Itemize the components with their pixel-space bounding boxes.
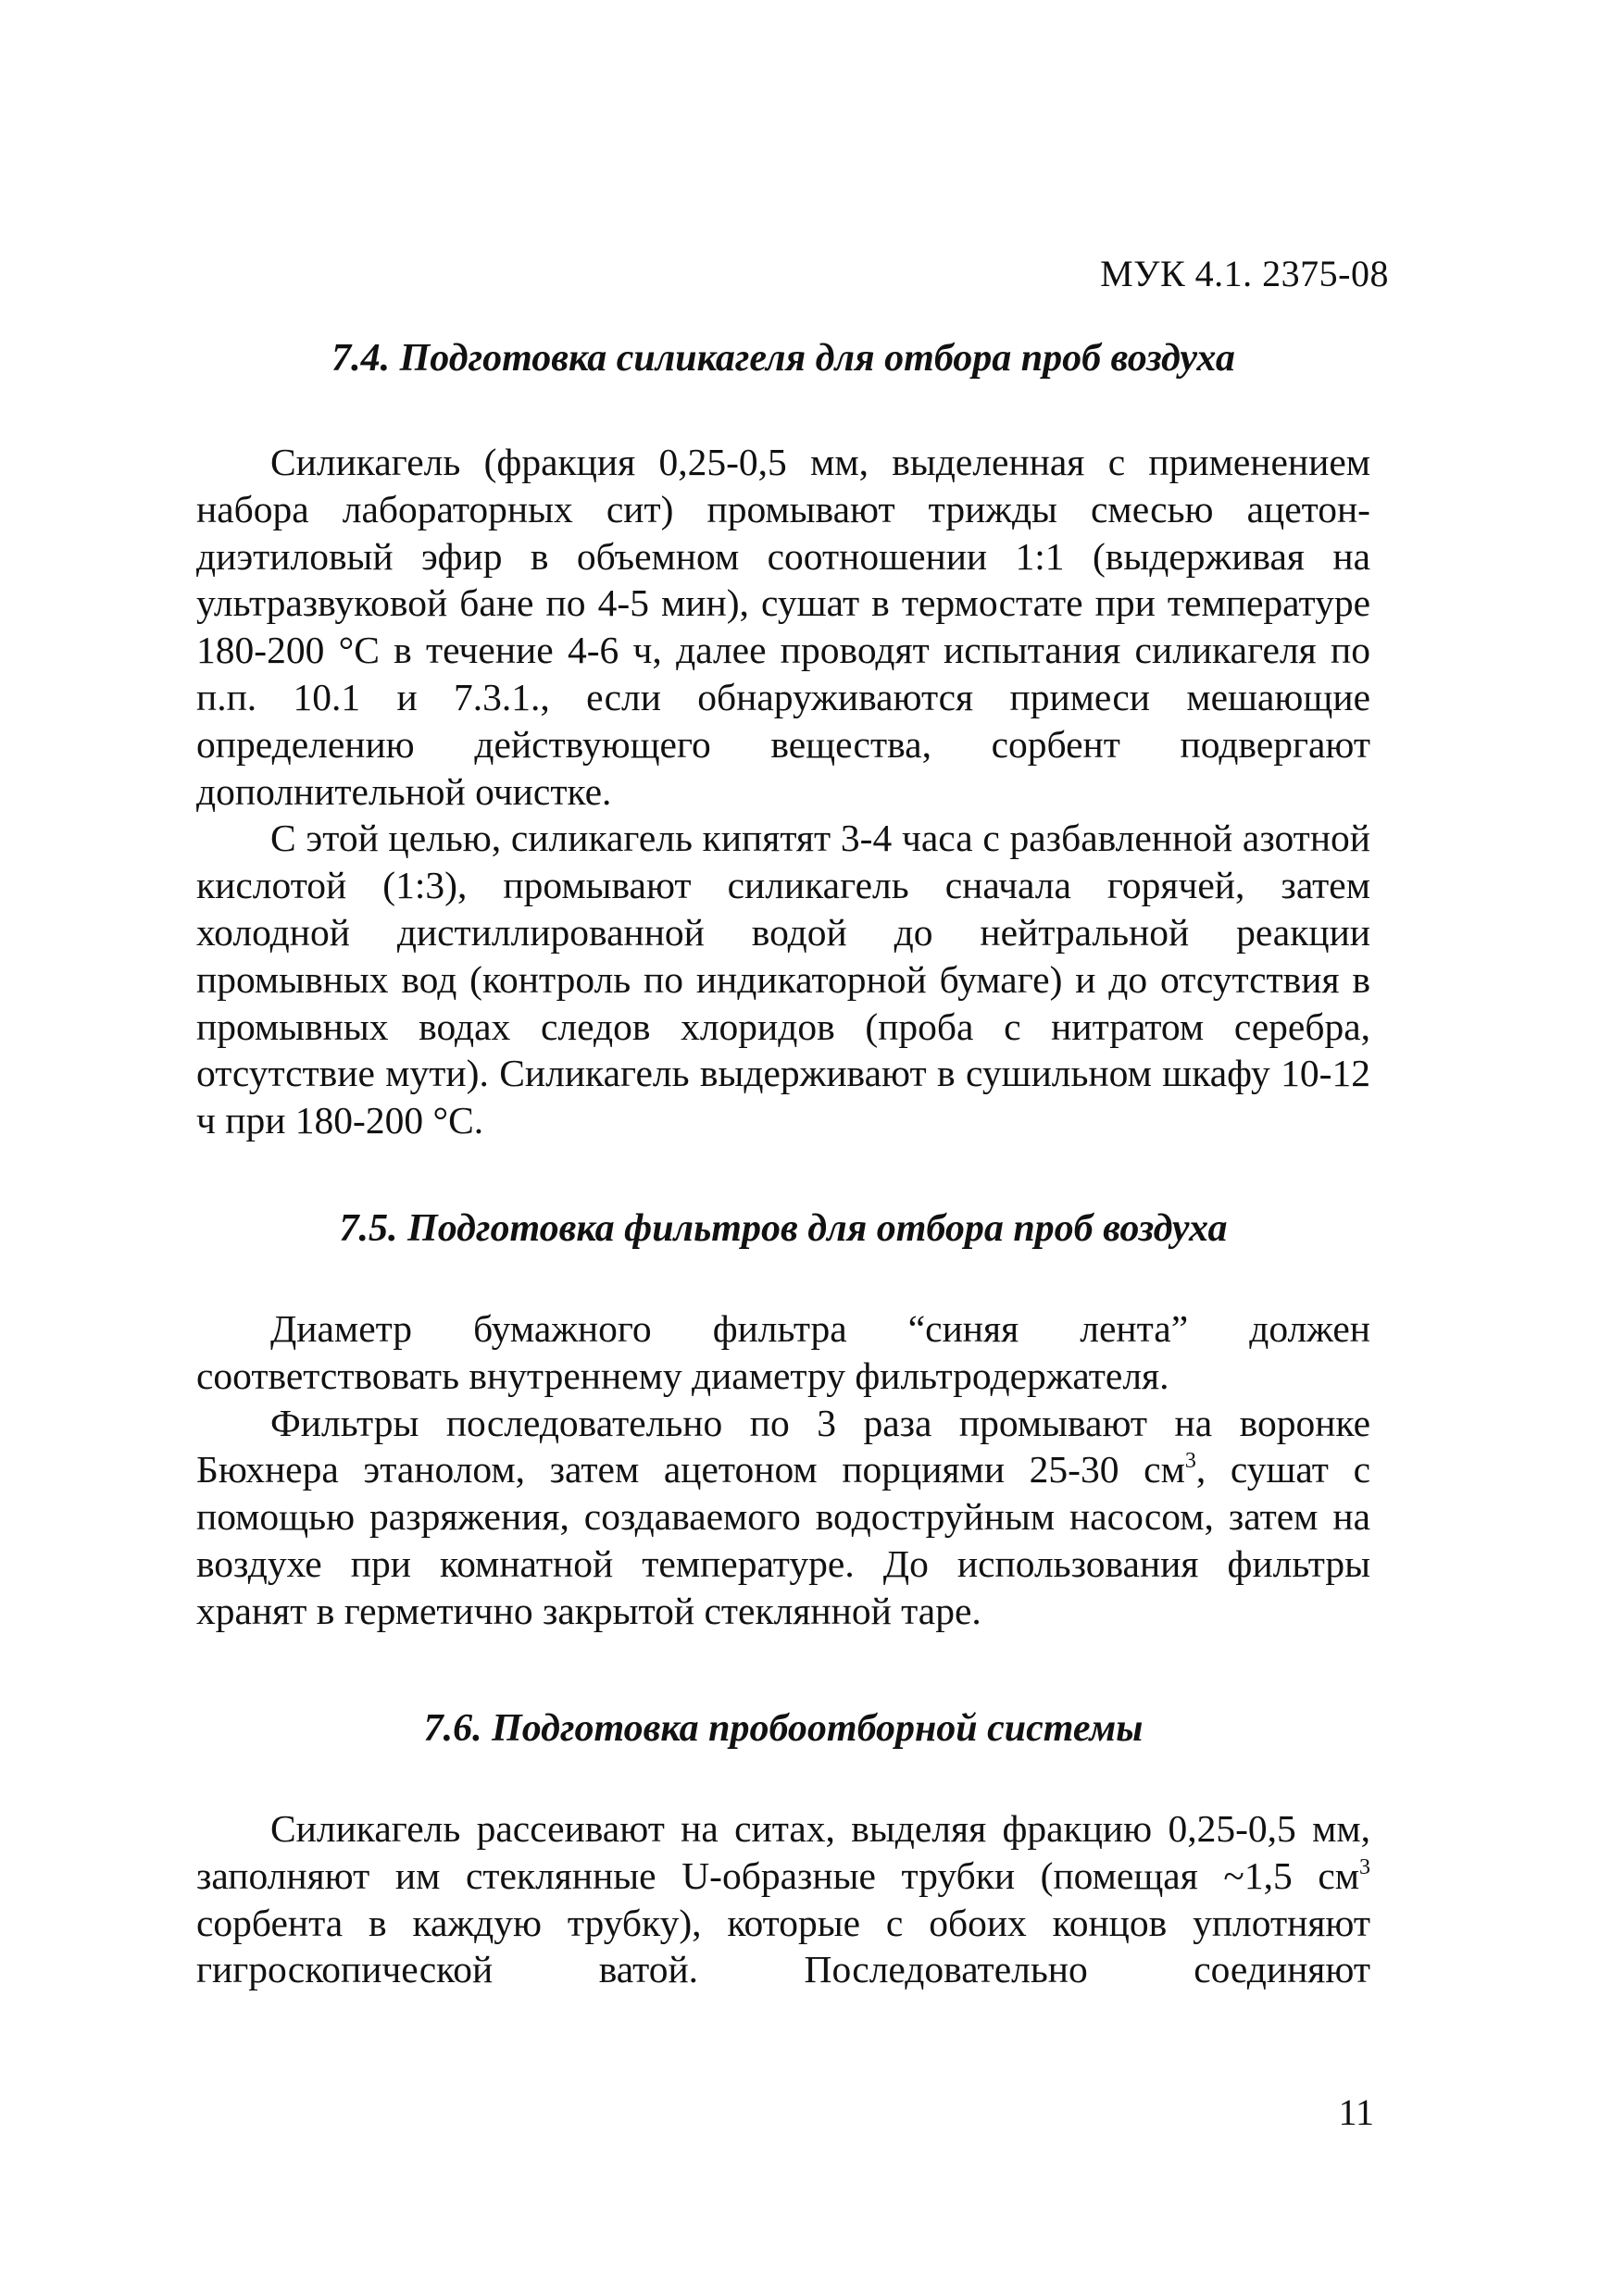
paragraph-text: Фильтры последовательно по 3 раза промывают на воронке Бюхнера этанолом, затем ацетоном порциями 25-30 см bbox=[196, 1401, 1370, 1491]
paragraph: С этой целью, силикагель кипятят 3-4 часа с разбавленной азотной кислотой (1:3), промывают силикагель сначала горячей, затем холодной дистиллированной водой до нейтральной реакции промывных вод (контроль по индикаторной бумаге) и до отсутствия в промывных водах следов хлоридов (проба с нитратом серебра, отсутствие мути). Силикагель выдерживают в сушильном шкафу 10-12 ч при 180-200 °С. bbox=[196, 817, 1370, 1142]
paragraph bbox=[196, 1400, 1370, 1635]
section-7-6 bbox=[196, 1705, 1370, 1993]
section-7-5 bbox=[196, 1205, 1370, 1635]
page-number: 11 bbox=[1338, 2091, 1374, 2133]
paragraph-text: сорбента в каждую трубку), которые с обоих концов уплотняют гигроскопической ватой. Последовательно соединяют bbox=[196, 1901, 1370, 1991]
paragraph bbox=[196, 1805, 1370, 1993]
section-title: 7.4. Подготовка силикагеля для отбора проб воздуха bbox=[331, 337, 1235, 380]
section-title: 7.5. Подготовка фильтров для отбора проб воздуха bbox=[339, 1207, 1228, 1250]
paragraph: Силикагель (фракция 0,25-0,5 мм, выделенная с применением набора лабораторных сит) промывают трижды смесью ацетон-диэтиловый эфир в объемном соотношении 1:1 (выдерживая на ультразвуковой бане по 4-5 мин), сушат в термостате при температуре 180-200 °С в течение 4-6 ч, далее проводят испытания силикагеля по п.п. 10.1 и 7.3.1., если обнаруживаются примеси мешающие определению действующего вещества, сорбент подвергают дополнительной очистке. bbox=[196, 441, 1370, 813]
paragraph-text: Силикагель рассеивают на ситах, выделяя фракцию 0,25-0,5 мм, заполняют им стеклянные U-образные трубки (помещая ~1,5 см bbox=[196, 1807, 1370, 1897]
paragraph: Диаметр бумажного фильтра “синяя лента” должен соответствовать внутреннему диаметру фильтродержателя. bbox=[196, 1307, 1370, 1397]
section-title: 7.6. Подготовка пробоотборной системы bbox=[423, 1707, 1144, 1750]
document-code: МУК 4.1. 2375-08 bbox=[1100, 253, 1389, 294]
paragraph-text: , сушат с помощью разряжения, создаваемого водоструйным насосом, затем на воздухе при комнатной температуре. До использования фильтры хранят в герметично закрытой стеклянной таре. bbox=[196, 1448, 1370, 1632]
superscript: 3 bbox=[1359, 1854, 1370, 1879]
superscript: 3 bbox=[1184, 1449, 1196, 1474]
section-7-4 bbox=[196, 335, 1370, 1144]
